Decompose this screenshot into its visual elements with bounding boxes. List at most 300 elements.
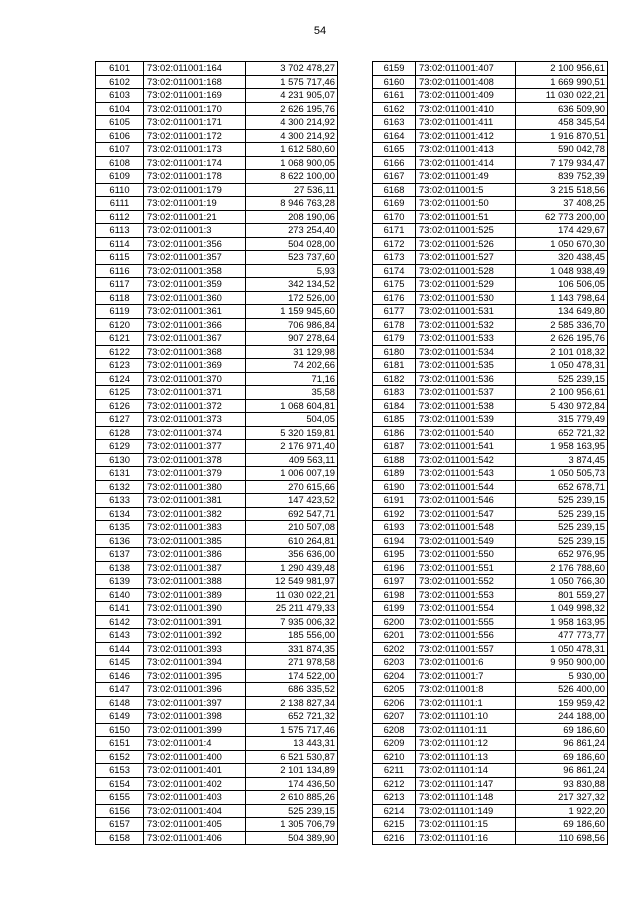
cadastral-number-cell: 73:02:011001:168: [144, 75, 246, 89]
cadastral-number-cell: 73:02:011101:14: [416, 764, 516, 778]
cadastral-number-cell: 73:02:011001:552: [416, 575, 516, 589]
row-number-cell: 6163: [373, 116, 416, 130]
row-number-cell: 6170: [373, 210, 416, 224]
row-number-cell: 6155: [96, 791, 144, 805]
cadastral-value-cell: 526 400,00: [516, 683, 608, 697]
cadastral-number-cell: 73:02:011001:531: [416, 305, 516, 319]
row-number-cell: 6143: [96, 629, 144, 643]
cadastral-value-cell: 62 773 200,00: [516, 210, 608, 224]
row-number-cell: 6182: [373, 372, 416, 386]
cadastral-number-cell: 73:02:011001:553: [416, 588, 516, 602]
cadastral-value-cell: 504,05: [246, 413, 338, 427]
cadastral-number-cell: 73:02:011001:535: [416, 359, 516, 373]
table-row: [373, 183, 608, 197]
cadastral-number-cell: 73:02:011001:549: [416, 534, 516, 548]
cadastral-value-cell: 25 211 479,33: [246, 602, 338, 616]
row-number-cell: 6183: [373, 386, 416, 400]
table-row: [373, 602, 608, 616]
cadastral-value-cell: 1 068 604,81: [246, 399, 338, 413]
cadastral-number-cell: 73:02:011001:179: [144, 183, 246, 197]
row-number-cell: 6196: [373, 561, 416, 575]
cadastral-value-cell: 2 100 956,61: [516, 386, 608, 400]
row-number-cell: 6191: [373, 494, 416, 508]
table-row: [96, 575, 338, 589]
table-row: [96, 143, 338, 157]
cadastral-number-cell: 73:02:011001:532: [416, 318, 516, 332]
cadastral-number-cell: 73:02:011001:378: [144, 453, 246, 467]
cadastral-value-cell: 69 186,60: [516, 818, 608, 832]
cadastral-value-cell: 1 916 870,51: [516, 129, 608, 143]
cadastral-number-cell: 73:02:011001:6: [416, 656, 516, 670]
table-row: [96, 831, 338, 845]
table-row: [96, 629, 338, 643]
table-row: [373, 210, 608, 224]
row-number-cell: 6187: [373, 440, 416, 454]
row-number-cell: 6110: [96, 183, 144, 197]
cadastral-number-cell: 73:02:011001:550: [416, 548, 516, 562]
cadastral-value-cell: 706 986,84: [246, 318, 338, 332]
table-row: [373, 588, 608, 602]
table-row: [373, 116, 608, 130]
row-number-cell: 6154: [96, 777, 144, 791]
cadastral-value-cell: 1 305 706,79: [246, 818, 338, 832]
row-number-cell: 6181: [373, 359, 416, 373]
table-row: [373, 710, 608, 724]
table-row: [96, 170, 338, 184]
table-row: [373, 156, 608, 170]
cadastral-value-cell: 801 559,27: [516, 588, 608, 602]
cadastral-value-cell: 2 626 195,76: [246, 102, 338, 116]
cadastral-value-cell: 342 134,52: [246, 278, 338, 292]
row-number-cell: 6146: [96, 669, 144, 683]
table-row: [96, 696, 338, 710]
cadastral-value-cell: 1 048 938,49: [516, 264, 608, 278]
cadastral-value-cell: 244 188,00: [516, 710, 608, 724]
row-number-cell: 6165: [373, 143, 416, 157]
cadastral-value-cell: 5 430 972,84: [516, 399, 608, 413]
row-number-cell: 6148: [96, 696, 144, 710]
row-number-cell: 6158: [96, 831, 144, 845]
cadastral-number-cell: 73:02:011001:389: [144, 588, 246, 602]
cadastral-value-cell: 5 320 159,81: [246, 426, 338, 440]
row-number-cell: 6202: [373, 642, 416, 656]
table-row: [373, 372, 608, 386]
cadastral-value-cell: 210 507,08: [246, 521, 338, 535]
row-number-cell: 6121: [96, 332, 144, 346]
cadastral-number-cell: 73:02:011001:386: [144, 548, 246, 562]
cadastral-number-cell: 73:02:011001:405: [144, 818, 246, 832]
table-row: [96, 507, 338, 521]
table-row: [373, 507, 608, 521]
cadastral-value-cell: 93 830,88: [516, 777, 608, 791]
cadastral-number-cell: 73:02:011001:385: [144, 534, 246, 548]
table-row: [373, 804, 608, 818]
cadastral-value-cell: 4 231 905,07: [246, 89, 338, 103]
cadastral-number-cell: 73:02:011001:403: [144, 791, 246, 805]
row-number-cell: 6128: [96, 426, 144, 440]
table-row: [96, 183, 338, 197]
cadastral-value-cell: 525 239,15: [516, 372, 608, 386]
table-row: [373, 723, 608, 737]
cadastral-value-cell: 692 547,71: [246, 507, 338, 521]
cadastral-value-cell: 7 179 934,47: [516, 156, 608, 170]
row-number-cell: 6107: [96, 143, 144, 157]
row-number-cell: 6192: [373, 507, 416, 521]
row-number-cell: 6193: [373, 521, 416, 535]
cadastral-number-cell: 73:02:011101:13: [416, 750, 516, 764]
cadastral-number-cell: 73:02:011001:400: [144, 750, 246, 764]
cadastral-number-cell: 73:02:011001:406: [144, 831, 246, 845]
table-row: [96, 710, 338, 724]
table-row: [96, 291, 338, 305]
cadastral-number-cell: 73:02:011001:530: [416, 291, 516, 305]
row-number-cell: 6179: [373, 332, 416, 346]
row-number-cell: 6216: [373, 831, 416, 845]
cadastral-number-cell: 73:02:011001:541: [416, 440, 516, 454]
row-number-cell: 6201: [373, 629, 416, 643]
cadastral-value-cell: 74 202,66: [246, 359, 338, 373]
table-row: [373, 62, 608, 76]
cadastral-value-cell: 523 737,60: [246, 251, 338, 265]
cadastral-number-cell: 73:02:011001:533: [416, 332, 516, 346]
cadastral-value-cell: 5,93: [246, 264, 338, 278]
row-number-cell: 6152: [96, 750, 144, 764]
row-number-cell: 6175: [373, 278, 416, 292]
cadastral-number-cell: 73:02:011001:3: [144, 224, 246, 238]
row-number-cell: 6109: [96, 170, 144, 184]
cadastral-number-cell: 73:02:011001:412: [416, 129, 516, 143]
row-number-cell: 6188: [373, 453, 416, 467]
cadastral-value-cell: 2 101 134,89: [246, 764, 338, 778]
cadastral-number-cell: 73:02:011001:408: [416, 75, 516, 89]
table-row: [96, 359, 338, 373]
cadastral-number-cell: 73:02:011001:394: [144, 656, 246, 670]
cadastral-value-cell: 273 254,40: [246, 224, 338, 238]
table-row: [373, 818, 608, 832]
row-number-cell: 6164: [373, 129, 416, 143]
table-row: [96, 440, 338, 454]
table-row: [96, 818, 338, 832]
table-row: [96, 723, 338, 737]
table-row: [373, 494, 608, 508]
table-row: [373, 642, 608, 656]
cadastral-value-cell: 1 006 007,19: [246, 467, 338, 481]
table-row: [96, 642, 338, 656]
row-number-cell: 6139: [96, 575, 144, 589]
cadastral-value-cell: 185 556,00: [246, 629, 338, 643]
row-number-cell: 6161: [373, 89, 416, 103]
row-number-cell: 6203: [373, 656, 416, 670]
row-number-cell: 6101: [96, 62, 144, 76]
table-row: [373, 359, 608, 373]
row-number-cell: 6159: [373, 62, 416, 76]
cadastral-value-cell: 71,16: [246, 372, 338, 386]
row-number-cell: 6144: [96, 642, 144, 656]
table-row: [373, 251, 608, 265]
row-number-cell: 6106: [96, 129, 144, 143]
cadastral-value-cell: 525 239,15: [516, 521, 608, 535]
table-row: [373, 89, 608, 103]
cadastral-number-cell: 73:02:011001:380: [144, 480, 246, 494]
cadastral-number-cell: 73:02:011001:368: [144, 345, 246, 359]
table-row: [96, 399, 338, 413]
table-row: [373, 575, 608, 589]
cadastral-value-cell: 525 239,15: [246, 804, 338, 818]
cadastral-number-cell: 73:02:011101:148: [416, 791, 516, 805]
row-number-cell: 6207: [373, 710, 416, 724]
cadastral-value-cell: 96 861,24: [516, 764, 608, 778]
table-row: [373, 696, 608, 710]
row-number-cell: 6117: [96, 278, 144, 292]
cadastral-number-cell: 73:02:011001:356: [144, 237, 246, 251]
row-number-cell: 6140: [96, 588, 144, 602]
cadastral-value-cell: 174 522,00: [246, 669, 338, 683]
table-row: [96, 89, 338, 103]
row-number-cell: 6112: [96, 210, 144, 224]
row-number-cell: 6108: [96, 156, 144, 170]
row-number-cell: 6215: [373, 818, 416, 832]
cadastral-number-cell: 73:02:011001:7: [416, 669, 516, 683]
cadastral-number-cell: 73:02:011101:1: [416, 696, 516, 710]
cadastral-number-cell: 73:02:011001:359: [144, 278, 246, 292]
cadastral-value-cell: 3 874,45: [516, 453, 608, 467]
cadastral-value-cell: 106 506,05: [516, 278, 608, 292]
table-row: [373, 467, 608, 481]
row-number-cell: 6114: [96, 237, 144, 251]
cadastral-value-cell: 5 930,00: [516, 669, 608, 683]
table-row: [96, 345, 338, 359]
row-number-cell: 6174: [373, 264, 416, 278]
table-row: [373, 426, 608, 440]
table-row: [373, 831, 608, 845]
cadastral-number-cell: 73:02:011001:381: [144, 494, 246, 508]
cadastral-number-cell: 73:02:011001:8: [416, 683, 516, 697]
cadastral-number-cell: 73:02:011001:4: [144, 737, 246, 751]
cadastral-number-cell: 73:02:011001:383: [144, 521, 246, 535]
cadastral-value-cell: 1 612 580,60: [246, 143, 338, 157]
cadastral-value-cell: 409 563,11: [246, 453, 338, 467]
table-row: [373, 75, 608, 89]
table-row: [96, 804, 338, 818]
row-number-cell: 6130: [96, 453, 144, 467]
cadastral-value-cell: 356 636,00: [246, 548, 338, 562]
cadastral-number-cell: 73:02:011001:534: [416, 345, 516, 359]
row-number-cell: 6151: [96, 737, 144, 751]
cadastral-number-cell: 73:02:011001:358: [144, 264, 246, 278]
cadastral-value-cell: 8 622 100,00: [246, 170, 338, 184]
table-row: [373, 656, 608, 670]
table-row: [96, 305, 338, 319]
cadastral-value-cell: 147 423,52: [246, 494, 338, 508]
table-row: [96, 413, 338, 427]
cadastral-value-cell: 1 669 990,51: [516, 75, 608, 89]
row-number-cell: 6136: [96, 534, 144, 548]
cadastral-number-cell: 73:02:011001:546: [416, 494, 516, 508]
row-number-cell: 6131: [96, 467, 144, 481]
row-number-cell: 6212: [373, 777, 416, 791]
row-number-cell: 6178: [373, 318, 416, 332]
table-row: [373, 561, 608, 575]
row-number-cell: 6122: [96, 345, 144, 359]
cadastral-value-cell: 320 438,45: [516, 251, 608, 265]
cadastral-value-cell: 1 575 717,46: [246, 723, 338, 737]
cadastral-value-cell: 1 050 478,31: [516, 359, 608, 373]
row-number-cell: 6198: [373, 588, 416, 602]
cadastral-value-cell: 636 509,90: [516, 102, 608, 116]
cadastral-number-cell: 73:02:011001:557: [416, 642, 516, 656]
table-row: [96, 656, 338, 670]
cadastral-number-cell: 73:02:011001:399: [144, 723, 246, 737]
cadastral-number-cell: 73:02:011001:402: [144, 777, 246, 791]
row-number-cell: 6156: [96, 804, 144, 818]
cadastral-value-cell: 1 290 439,48: [246, 561, 338, 575]
table-row: [96, 318, 338, 332]
cadastral-value-cell: 1 922,20: [516, 804, 608, 818]
table-row: [96, 467, 338, 481]
registry-table-left-body: [96, 62, 338, 845]
table-row: [373, 413, 608, 427]
cadastral-number-cell: 73:02:011001:526: [416, 237, 516, 251]
cadastral-value-cell: 69 186,60: [516, 750, 608, 764]
table-row: [96, 224, 338, 238]
table-row: [373, 750, 608, 764]
row-number-cell: 6168: [373, 183, 416, 197]
cadastral-number-cell: 73:02:011001:366: [144, 318, 246, 332]
cadastral-number-cell: 73:02:011001:357: [144, 251, 246, 265]
cadastral-number-cell: 73:02:011001:173: [144, 143, 246, 157]
cadastral-value-cell: 2 138 827,34: [246, 696, 338, 710]
cadastral-number-cell: 73:02:011101:12: [416, 737, 516, 751]
cadastral-number-cell: 73:02:011001:50: [416, 197, 516, 211]
cadastral-value-cell: 31 129,98: [246, 345, 338, 359]
cadastral-value-cell: 6 521 530,87: [246, 750, 338, 764]
row-number-cell: 6116: [96, 264, 144, 278]
row-number-cell: 6190: [373, 480, 416, 494]
cadastral-number-cell: 73:02:011001:413: [416, 143, 516, 157]
cadastral-value-cell: 1 143 798,64: [516, 291, 608, 305]
cadastral-number-cell: 73:02:011001:539: [416, 413, 516, 427]
table-row: [373, 305, 608, 319]
row-number-cell: 6104: [96, 102, 144, 116]
cadastral-number-cell: 73:02:011001:540: [416, 426, 516, 440]
cadastral-value-cell: 2 626 195,76: [516, 332, 608, 346]
cadastral-value-cell: 37 408,25: [516, 197, 608, 211]
table-row: [373, 480, 608, 494]
cadastral-value-cell: 525 239,15: [516, 507, 608, 521]
table-row: [96, 602, 338, 616]
row-number-cell: 6119: [96, 305, 144, 319]
cadastral-value-cell: 27 536,11: [246, 183, 338, 197]
cadastral-value-cell: 652 721,32: [516, 426, 608, 440]
cadastral-number-cell: 73:02:011001:410: [416, 102, 516, 116]
cadastral-number-cell: 73:02:011101:147: [416, 777, 516, 791]
table-row: [373, 453, 608, 467]
row-number-cell: 6129: [96, 440, 144, 454]
table-row: [96, 332, 338, 346]
cadastral-number-cell: 73:02:011001:409: [416, 89, 516, 103]
row-number-cell: 6115: [96, 251, 144, 265]
row-number-cell: 6137: [96, 548, 144, 562]
table-row: [373, 386, 608, 400]
cadastral-value-cell: 12 549 981,97: [246, 575, 338, 589]
table-row: [373, 197, 608, 211]
cadastral-number-cell: 73:02:011001:411: [416, 116, 516, 130]
table-row: [96, 480, 338, 494]
table-row: [96, 237, 338, 251]
cadastral-value-cell: 1 068 900,05: [246, 156, 338, 170]
cadastral-value-cell: 504 389,90: [246, 831, 338, 845]
cadastral-value-cell: 839 752,39: [516, 170, 608, 184]
table-row: [96, 278, 338, 292]
cadastral-value-cell: 1 159 945,60: [246, 305, 338, 319]
cadastral-value-cell: 8 946 763,28: [246, 197, 338, 211]
page-number: 54: [313, 25, 327, 37]
cadastral-value-cell: 35,58: [246, 386, 338, 400]
cadastral-value-cell: 13 443,31: [246, 737, 338, 751]
cadastral-value-cell: 590 042,78: [516, 143, 608, 157]
cadastral-number-cell: 73:02:011001:398: [144, 710, 246, 724]
table-row: [373, 291, 608, 305]
cadastral-number-cell: 73:02:011001:391: [144, 615, 246, 629]
table-row: [373, 548, 608, 562]
cadastral-number-cell: 73:02:011001:404: [144, 804, 246, 818]
cadastral-number-cell: 73:02:011001:407: [416, 62, 516, 76]
row-number-cell: 6204: [373, 669, 416, 683]
table-row: [373, 399, 608, 413]
table-row: [373, 521, 608, 535]
cadastral-number-cell: 73:02:011001:5: [416, 183, 516, 197]
cadastral-value-cell: 96 861,24: [516, 737, 608, 751]
cadastral-number-cell: 73:02:011001:373: [144, 413, 246, 427]
cadastral-value-cell: 1 050 766,30: [516, 575, 608, 589]
table-row: [96, 615, 338, 629]
row-number-cell: 6186: [373, 426, 416, 440]
table-row: [373, 683, 608, 697]
table-row: [96, 521, 338, 535]
row-number-cell: 6153: [96, 764, 144, 778]
cadastral-number-cell: 73:02:011001:170: [144, 102, 246, 116]
row-number-cell: 6199: [373, 602, 416, 616]
cadastral-number-cell: 73:02:011001:374: [144, 426, 246, 440]
row-number-cell: 6173: [373, 251, 416, 265]
cadastral-value-cell: 3 215 518,56: [516, 183, 608, 197]
row-number-cell: 6177: [373, 305, 416, 319]
table-row: [373, 237, 608, 251]
cadastral-number-cell: 73:02:011001:528: [416, 264, 516, 278]
cadastral-number-cell: 73:02:011001:543: [416, 467, 516, 481]
row-number-cell: 6118: [96, 291, 144, 305]
cadastral-value-cell: 504 028,00: [246, 237, 338, 251]
table-row: [96, 750, 338, 764]
cadastral-number-cell: 73:02:011001:401: [144, 764, 246, 778]
table-row: [96, 386, 338, 400]
cadastral-value-cell: 1 575 717,46: [246, 75, 338, 89]
cadastral-number-cell: 73:02:011001:554: [416, 602, 516, 616]
row-number-cell: 6195: [373, 548, 416, 562]
table-row: [96, 75, 338, 89]
table-row: [96, 116, 338, 130]
table-row: [96, 791, 338, 805]
cadastral-value-cell: 159 959,42: [516, 696, 608, 710]
row-number-cell: 6205: [373, 683, 416, 697]
cadastral-value-cell: 315 779,49: [516, 413, 608, 427]
cadastral-number-cell: 73:02:011001:397: [144, 696, 246, 710]
cadastral-number-cell: 73:02:011001:377: [144, 440, 246, 454]
cadastral-number-cell: 73:02:011001:388: [144, 575, 246, 589]
row-number-cell: 6134: [96, 507, 144, 521]
row-number-cell: 6172: [373, 237, 416, 251]
cadastral-number-cell: 73:02:011001:361: [144, 305, 246, 319]
